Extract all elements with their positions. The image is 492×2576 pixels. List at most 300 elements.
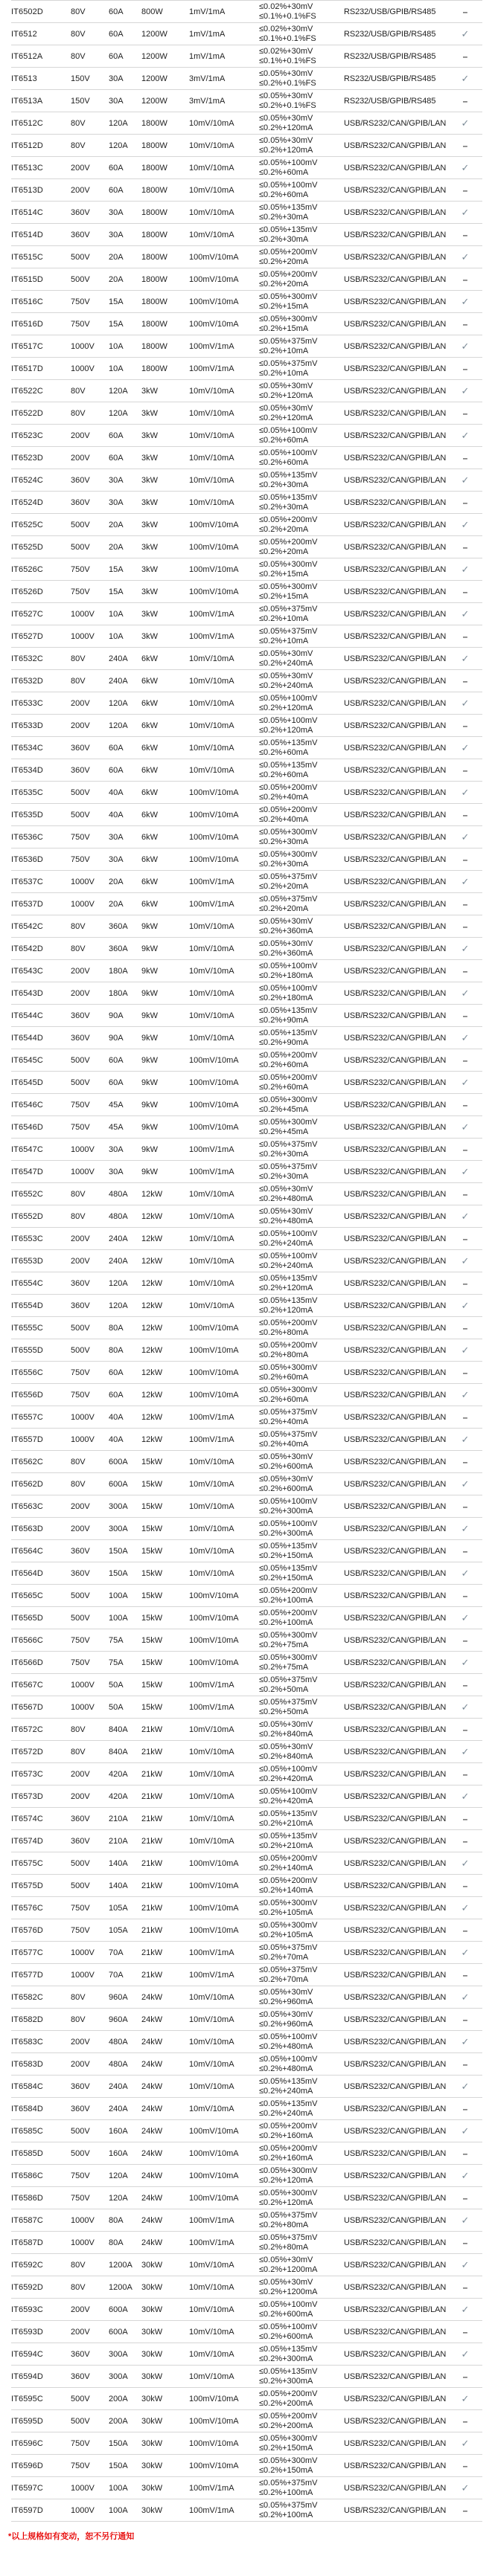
- dash-icon: –: [462, 408, 468, 419]
- current-cell: 40A: [109, 810, 124, 820]
- accuracy-voltage-line: ≤0.05%+375mV: [259, 1408, 318, 1417]
- interfaces-cell: USB/RS232/CAN/GPIB/LAN: [344, 1680, 447, 1690]
- voltage-cell: 750V: [71, 1903, 90, 1913]
- table-row: [11, 268, 482, 291]
- resolution-cell: 100mV/10mA: [189, 1055, 239, 1065]
- accuracy-cell: [259, 291, 344, 313]
- table-row: [11, 358, 482, 380]
- voltage-cell: 200V: [71, 163, 90, 173]
- table-row: [11, 291, 482, 313]
- power-cell: 30kW: [141, 2305, 163, 2314]
- availability-cell: [448, 982, 482, 1005]
- accuracy-current-line: ≤0.2%+600mA: [259, 1461, 313, 1471]
- accuracy-voltage-line: ≤0.05%+100mV: [259, 2300, 318, 2309]
- model-cell: IT6542D: [11, 944, 43, 953]
- power-cell: 21kW: [141, 1881, 163, 1890]
- accuracy-cell: [259, 1629, 344, 1652]
- accuracy-current-line: ≤0.2%+10mA: [259, 346, 309, 355]
- accuracy-current-line: ≤0.2%+60mA: [259, 1082, 309, 1092]
- voltage-cell: 200V: [71, 185, 90, 195]
- interfaces-cell: USB/RS232/CAN/GPIB/LAN: [344, 1747, 447, 1756]
- current-cell: 50A: [109, 1702, 124, 1712]
- accuracy-cell: [259, 1495, 344, 1518]
- model-cell: IT6526D: [11, 587, 43, 596]
- voltage-cell: 750V: [71, 319, 90, 329]
- model-cell: IT6525C: [11, 520, 43, 529]
- resolution-cell: 10mV/10mA: [189, 1033, 234, 1043]
- accuracy-voltage-line: ≤0.05%+135mV: [259, 761, 318, 770]
- table-row: [11, 157, 482, 179]
- power-cell: 1800W: [141, 118, 167, 128]
- accuracy-current-line: ≤0.2%+120mA: [259, 2175, 313, 2185]
- power-cell: 30kW: [141, 2483, 163, 2493]
- model-cell: IT6516D: [11, 319, 43, 329]
- power-cell: 1800W: [141, 207, 167, 217]
- accuracy-cell: [259, 1786, 344, 1808]
- current-cell: 120A: [109, 2171, 128, 2180]
- check-icon: ✓: [461, 608, 470, 619]
- accuracy-voltage-line: ≤0.05%+200mV: [259, 2412, 318, 2421]
- accuracy-cell: [259, 849, 344, 871]
- power-cell: 3kW: [141, 475, 158, 485]
- model-cell: IT6553D: [11, 1256, 43, 1266]
- accuracy-cell: [259, 179, 344, 202]
- model-cell: IT6564D: [11, 1568, 43, 1578]
- resolution-cell: 10mV/10mA: [189, 207, 234, 217]
- availability-cell: [448, 1339, 482, 1362]
- accuracy-cell: [259, 1607, 344, 1629]
- accuracy-current-line: ≤0.2%+75mA: [259, 1640, 309, 1649]
- availability-cell: [448, 1228, 482, 1250]
- dash-icon: –: [462, 2103, 468, 2114]
- accuracy-current-line: ≤0.2%+10mA: [259, 368, 309, 378]
- power-cell: 24kW: [141, 2015, 163, 2024]
- power-cell: 12kW: [141, 1234, 163, 1243]
- accuracy-cell: [259, 135, 344, 157]
- check-icon: ✓: [461, 1344, 470, 1356]
- accuracy-voltage-line: ≤0.05%+200mV: [259, 1609, 318, 1617]
- interfaces-cell: USB/RS232/CAN/GPIB/LAN: [344, 1970, 447, 1980]
- accuracy-cell: [259, 558, 344, 581]
- accuracy-current-line: ≤0.2%+60mA: [259, 1372, 309, 1382]
- interfaces-cell: USB/RS232/CAN/GPIB/LAN: [344, 2282, 447, 2292]
- availability-cell: [448, 692, 482, 715]
- power-cell: 1200W: [141, 96, 167, 106]
- voltage-cell: 360V: [71, 2081, 90, 2091]
- accuracy-voltage-line: ≤0.05%+300mV: [259, 850, 318, 859]
- model-cell: IT6576C: [11, 1903, 43, 1913]
- check-icon: ✓: [461, 340, 470, 352]
- accuracy-cell: [259, 826, 344, 849]
- accuracy-voltage-line: ≤0.05%+375mV: [259, 2501, 318, 2510]
- availability-cell: [448, 1272, 482, 1295]
- accuracy-voltage-line: ≤0.05%+30mV: [259, 917, 313, 926]
- availability-cell: [448, 2410, 482, 2432]
- power-cell: 30kW: [141, 2371, 163, 2381]
- current-cell: 70A: [109, 1970, 124, 1980]
- current-cell: 120A: [109, 141, 128, 150]
- current-cell: 30A: [109, 854, 124, 864]
- accuracy-voltage-line: ≤0.05%+30mV: [259, 136, 313, 145]
- accuracy-cell: [259, 737, 344, 759]
- model-cell: IT6554C: [11, 1278, 43, 1288]
- accuracy-voltage-line: ≤0.05%+135mV: [259, 1274, 318, 1283]
- current-cell: 480A: [109, 2059, 128, 2069]
- table-row: [11, 202, 482, 224]
- availability-cell: [448, 1005, 482, 1027]
- accuracy-cell: [259, 2499, 344, 2522]
- current-cell: 105A: [109, 1925, 128, 1935]
- voltage-cell: 80V: [71, 118, 86, 128]
- resolution-cell: 10mV/10mA: [189, 721, 234, 730]
- model-cell: IT6566C: [11, 1635, 43, 1645]
- accuracy-current-line: ≤0.2%+300mA: [259, 1506, 313, 1516]
- table-row: [11, 246, 482, 268]
- voltage-cell: 1000V: [71, 2215, 95, 2225]
- availability-cell: [448, 1562, 482, 1585]
- table-row: [11, 1786, 482, 1808]
- voltage-cell: 80V: [71, 386, 86, 396]
- power-cell: 6kW: [141, 899, 158, 909]
- check-icon: ✓: [461, 1567, 470, 1579]
- availability-cell: [448, 2343, 482, 2366]
- voltage-cell: 500V: [71, 2148, 90, 2158]
- current-cell: 210A: [109, 1814, 128, 1823]
- power-cell: 24kW: [141, 2148, 163, 2158]
- availability-cell: [448, 648, 482, 670]
- resolution-cell: 100mV/1mA: [189, 877, 234, 886]
- table-row: [11, 536, 482, 558]
- accuracy-voltage-line: ≤0.05%+30mV: [259, 2010, 313, 2019]
- table-row: [11, 402, 482, 425]
- resolution-cell: 10mV/10mA: [189, 2037, 234, 2047]
- check-icon: ✓: [461, 28, 470, 39]
- resolution-cell: 10mV/10mA: [189, 141, 234, 150]
- power-cell: 9kW: [141, 921, 158, 931]
- current-cell: 480A: [109, 2037, 128, 2047]
- availability-cell: [448, 313, 482, 335]
- accuracy-cell: [259, 1027, 344, 1049]
- model-cell: IT6535C: [11, 788, 43, 797]
- table-row: [11, 1585, 482, 1607]
- dash-icon: –: [462, 675, 468, 686]
- table-row: [11, 1, 482, 23]
- dash-icon: –: [462, 184, 468, 196]
- availability-cell: [448, 1384, 482, 1406]
- power-cell: 3kW: [141, 431, 158, 440]
- resolution-cell: 10mV/10mA: [189, 2327, 234, 2337]
- resolution-cell: 100mV/10mA: [189, 2394, 239, 2403]
- dash-icon: –: [462, 764, 468, 776]
- availability-cell: [448, 291, 482, 313]
- accuracy-cell: [259, 1741, 344, 1763]
- accuracy-current-line: ≤0.2%+840mA: [259, 1751, 313, 1761]
- current-cell: 30A: [109, 1144, 124, 1154]
- voltage-cell: 80V: [71, 2282, 86, 2292]
- table-row: [11, 1942, 482, 1964]
- resolution-cell: 10mV/10mA: [189, 498, 234, 507]
- resolution-cell: 10mV/10mA: [189, 1747, 234, 1756]
- accuracy-voltage-line: ≤0.05%+100mV: [259, 694, 318, 703]
- resolution-cell: 100mV/10mA: [189, 520, 239, 529]
- accuracy-voltage-line: ≤0.05%+30mV: [259, 1185, 313, 1194]
- dash-icon: –: [462, 2326, 468, 2337]
- dash-icon: –: [462, 1679, 468, 1690]
- accuracy-cell: [259, 45, 344, 68]
- voltage-cell: 360V: [71, 1011, 90, 1020]
- voltage-cell: 200V: [71, 2059, 90, 2069]
- voltage-cell: 80V: [71, 141, 86, 150]
- voltage-cell: 200V: [71, 698, 90, 708]
- resolution-cell: 10mV/10mA: [189, 2104, 234, 2113]
- accuracy-cell: [259, 2209, 344, 2232]
- availability-cell: [448, 1830, 482, 1852]
- accuracy-cell: [259, 1451, 344, 1473]
- current-cell: 30A: [109, 498, 124, 507]
- table-row: [11, 1317, 482, 1339]
- power-cell: 9kW: [141, 944, 158, 953]
- dash-icon: –: [462, 318, 468, 329]
- availability-cell: [448, 268, 482, 291]
- accuracy-voltage-line: ≤0.05%+375mV: [259, 1965, 318, 1974]
- accuracy-cell: [259, 1585, 344, 1607]
- voltage-cell: 1000V: [71, 899, 95, 909]
- model-cell: IT6572D: [11, 1747, 43, 1756]
- current-cell: 200A: [109, 2394, 128, 2403]
- current-cell: 90A: [109, 1011, 124, 1020]
- dash-icon: –: [462, 720, 468, 731]
- current-cell: 200A: [109, 2416, 128, 2426]
- interfaces-cell: USB/RS232/CAN/GPIB/LAN: [344, 252, 447, 262]
- voltage-cell: 1000V: [71, 1970, 95, 1980]
- accuracy-voltage-line: ≤0.05%+200mV: [259, 1073, 318, 1082]
- accuracy-voltage-line: ≤0.05%+100mV: [259, 962, 318, 970]
- current-cell: 60A: [109, 29, 124, 39]
- availability-cell: [448, 804, 482, 826]
- model-cell: IT6523C: [11, 431, 43, 440]
- power-cell: 1800W: [141, 364, 167, 373]
- voltage-cell: 150V: [71, 74, 90, 83]
- dash-icon: –: [462, 1322, 468, 1333]
- accuracy-cell: [259, 2187, 344, 2209]
- accuracy-cell: [259, 1429, 344, 1451]
- model-cell: IT6537D: [11, 899, 43, 909]
- model-cell: IT6587C: [11, 2215, 43, 2225]
- dash-icon: –: [462, 2505, 468, 2516]
- current-cell: 150A: [109, 1568, 128, 1578]
- accuracy-cell: [259, 202, 344, 224]
- model-cell: IT6554D: [11, 1301, 43, 1310]
- model-cell: IT6562C: [11, 1457, 43, 1466]
- model-cell: IT6515D: [11, 274, 43, 284]
- check-icon: ✓: [461, 474, 470, 486]
- availability-cell: [448, 558, 482, 581]
- voltage-cell: 750V: [71, 1122, 90, 1132]
- current-cell: 10A: [109, 631, 124, 641]
- accuracy-cell: [259, 1964, 344, 1986]
- interfaces-cell: USB/RS232/CAN/GPIB/LAN: [344, 654, 447, 663]
- resolution-cell: 100mV/10mA: [189, 1100, 239, 1110]
- power-cell: 3kW: [141, 498, 158, 507]
- power-cell: 21kW: [141, 1814, 163, 1823]
- accuracy-voltage-line: ≤0.05%+200mV: [259, 270, 318, 279]
- interfaces-cell: USB/RS232/CAN/GPIB/LAN: [344, 988, 447, 998]
- accuracy-cell: [259, 1317, 344, 1339]
- interfaces-cell: USB/RS232/CAN/GPIB/LAN: [344, 1189, 447, 1199]
- model-cell: IT6586D: [11, 2193, 43, 2203]
- resolution-cell: 10mV/10mA: [189, 676, 234, 686]
- accuracy-cell: [259, 782, 344, 804]
- accuracy-cell: [259, 112, 344, 135]
- power-cell: 30kW: [141, 2282, 163, 2292]
- table-row: [11, 447, 482, 469]
- accuracy-current-line: ≤0.2%+20mA: [259, 904, 309, 913]
- interfaces-cell: USB/RS232/CAN/GPIB/LAN: [344, 1658, 447, 1667]
- check-icon: ✓: [461, 652, 470, 664]
- current-cell: 75A: [109, 1658, 124, 1667]
- table-row: [11, 1250, 482, 1272]
- table-row: [11, 670, 482, 692]
- power-cell: 15kW: [141, 1702, 163, 1712]
- model-cell: IT6537C: [11, 877, 43, 886]
- accuracy-cell: [259, 1696, 344, 1719]
- accuracy-current-line: ≤0.2%+30mA: [259, 212, 309, 222]
- power-cell: 24kW: [141, 2215, 163, 2225]
- table-row: [11, 938, 482, 960]
- current-cell: 10A: [109, 341, 124, 351]
- voltage-cell: 80V: [71, 408, 86, 418]
- accuracy-cell: [259, 2009, 344, 2031]
- resolution-cell: 100mV/10mA: [189, 1122, 239, 1132]
- interfaces-cell: RS232/USB/GPIB/RS485: [344, 7, 436, 16]
- power-cell: 9kW: [141, 966, 158, 976]
- availability-cell: [448, 68, 482, 90]
- resolution-cell: 10mV/10mA: [189, 944, 234, 953]
- current-cell: 40A: [109, 1412, 124, 1422]
- table-row: [11, 90, 482, 112]
- availability-cell: [448, 603, 482, 625]
- accuracy-current-line: ≤0.2%+60mA: [259, 1394, 309, 1404]
- dash-icon: –: [462, 921, 468, 932]
- interfaces-cell: USB/RS232/CAN/GPIB/LAN: [344, 1881, 447, 1890]
- accuracy-cell: [259, 2388, 344, 2410]
- current-cell: 40A: [109, 788, 124, 797]
- interfaces-cell: USB/RS232/CAN/GPIB/LAN: [344, 1345, 447, 1355]
- accuracy-cell: [259, 2366, 344, 2388]
- model-cell: IT6562D: [11, 1479, 43, 1489]
- voltage-cell: 80V: [71, 944, 86, 953]
- current-cell: 80A: [109, 1323, 124, 1333]
- voltage-cell: 80V: [71, 676, 86, 686]
- check-icon: ✓: [461, 1210, 470, 1222]
- voltage-cell: 360V: [71, 230, 90, 239]
- resolution-cell: 100mV/10mA: [189, 2461, 239, 2470]
- current-cell: 10A: [109, 609, 124, 619]
- model-cell: IT6525D: [11, 542, 43, 552]
- availability-cell: [448, 849, 482, 871]
- power-cell: 6kW: [141, 832, 158, 842]
- check-icon: ✓: [461, 206, 470, 218]
- availability-cell: [448, 1607, 482, 1629]
- power-cell: 6kW: [141, 721, 158, 730]
- model-cell: IT6545D: [11, 1078, 43, 1087]
- accuracy-current-line: ≤0.2%+40mA: [259, 1439, 309, 1449]
- availability-cell: [448, 1919, 482, 1942]
- current-cell: 100A: [109, 1613, 128, 1623]
- table-row: [11, 425, 482, 447]
- model-cell: IT6532D: [11, 676, 43, 686]
- accuracy-cell: [259, 1942, 344, 1964]
- voltage-cell: 1000V: [71, 2238, 95, 2247]
- table-row: [11, 2232, 482, 2254]
- interfaces-cell: USB/RS232/CAN/GPIB/LAN: [344, 1122, 447, 1132]
- resolution-cell: 100mV/1mA: [189, 341, 234, 351]
- resolution-cell: 100mV/10mA: [189, 2416, 239, 2426]
- current-cell: 60A: [109, 1055, 124, 1065]
- power-cell: 9kW: [141, 1167, 158, 1176]
- model-cell: IT6597D: [11, 2505, 43, 2515]
- availability-cell: [448, 246, 482, 268]
- interfaces-cell: USB/RS232/CAN/GPIB/LAN: [344, 2104, 447, 2113]
- table-row: [11, 581, 482, 603]
- current-cell: 150A: [109, 2438, 128, 2448]
- interfaces-cell: USB/RS232/CAN/GPIB/LAN: [344, 341, 447, 351]
- power-cell: 24kW: [141, 2126, 163, 2136]
- current-cell: 300A: [109, 2349, 128, 2359]
- accuracy-voltage-line: ≤0.05%+30mV: [259, 1988, 313, 1997]
- power-cell: 6kW: [141, 810, 158, 820]
- accuracy-cell: [259, 447, 344, 469]
- accuracy-current-line: ≤0.2%+480mA: [259, 1194, 313, 1203]
- table-row: [11, 492, 482, 514]
- table-row: [11, 2120, 482, 2142]
- resolution-cell: 10mV/10mA: [189, 654, 234, 663]
- power-cell: 3kW: [141, 453, 158, 463]
- resolution-cell: 10mV/10mA: [189, 453, 234, 463]
- table-row: [11, 804, 482, 826]
- accuracy-cell: [259, 1116, 344, 1139]
- accuracy-current-line: ≤0.2%+60mA: [259, 190, 309, 199]
- power-cell: 12kW: [141, 1390, 163, 1400]
- accuracy-current-line: ≤0.2%+120mA: [259, 2197, 313, 2207]
- accuracy-cell: [259, 2142, 344, 2165]
- model-cell: IT6585C: [11, 2126, 43, 2136]
- availability-cell: [448, 2499, 482, 2522]
- model-cell: IT6582D: [11, 2015, 43, 2024]
- accuracy-current-line: ≤0.2%+180mA: [259, 970, 313, 980]
- interfaces-cell: USB/RS232/CAN/GPIB/LAN: [344, 1256, 447, 1266]
- resolution-cell: 1mV/1mA: [189, 7, 226, 16]
- power-cell: 6kW: [141, 654, 158, 663]
- interfaces-cell: USB/RS232/CAN/GPIB/LAN: [344, 1234, 447, 1243]
- accuracy-voltage-line: ≤0.05%+300mV: [259, 315, 318, 323]
- voltage-cell: 200V: [71, 1769, 90, 1779]
- current-cell: 45A: [109, 1122, 124, 1132]
- voltage-cell: 500V: [71, 274, 90, 284]
- table-row: [11, 1652, 482, 1674]
- interfaces-cell: USB/RS232/CAN/GPIB/LAN: [344, 1769, 447, 1779]
- table-row: [11, 1139, 482, 1161]
- table-row: [11, 68, 482, 90]
- availability-cell: [448, 1072, 482, 1094]
- model-cell: IT6575C: [11, 1858, 43, 1868]
- accuracy-cell: [259, 692, 344, 715]
- current-cell: 60A: [109, 51, 124, 61]
- dash-icon: –: [462, 1411, 468, 1423]
- model-cell: IT6516C: [11, 297, 43, 306]
- availability-cell: [448, 1629, 482, 1652]
- current-cell: 840A: [109, 1725, 128, 1734]
